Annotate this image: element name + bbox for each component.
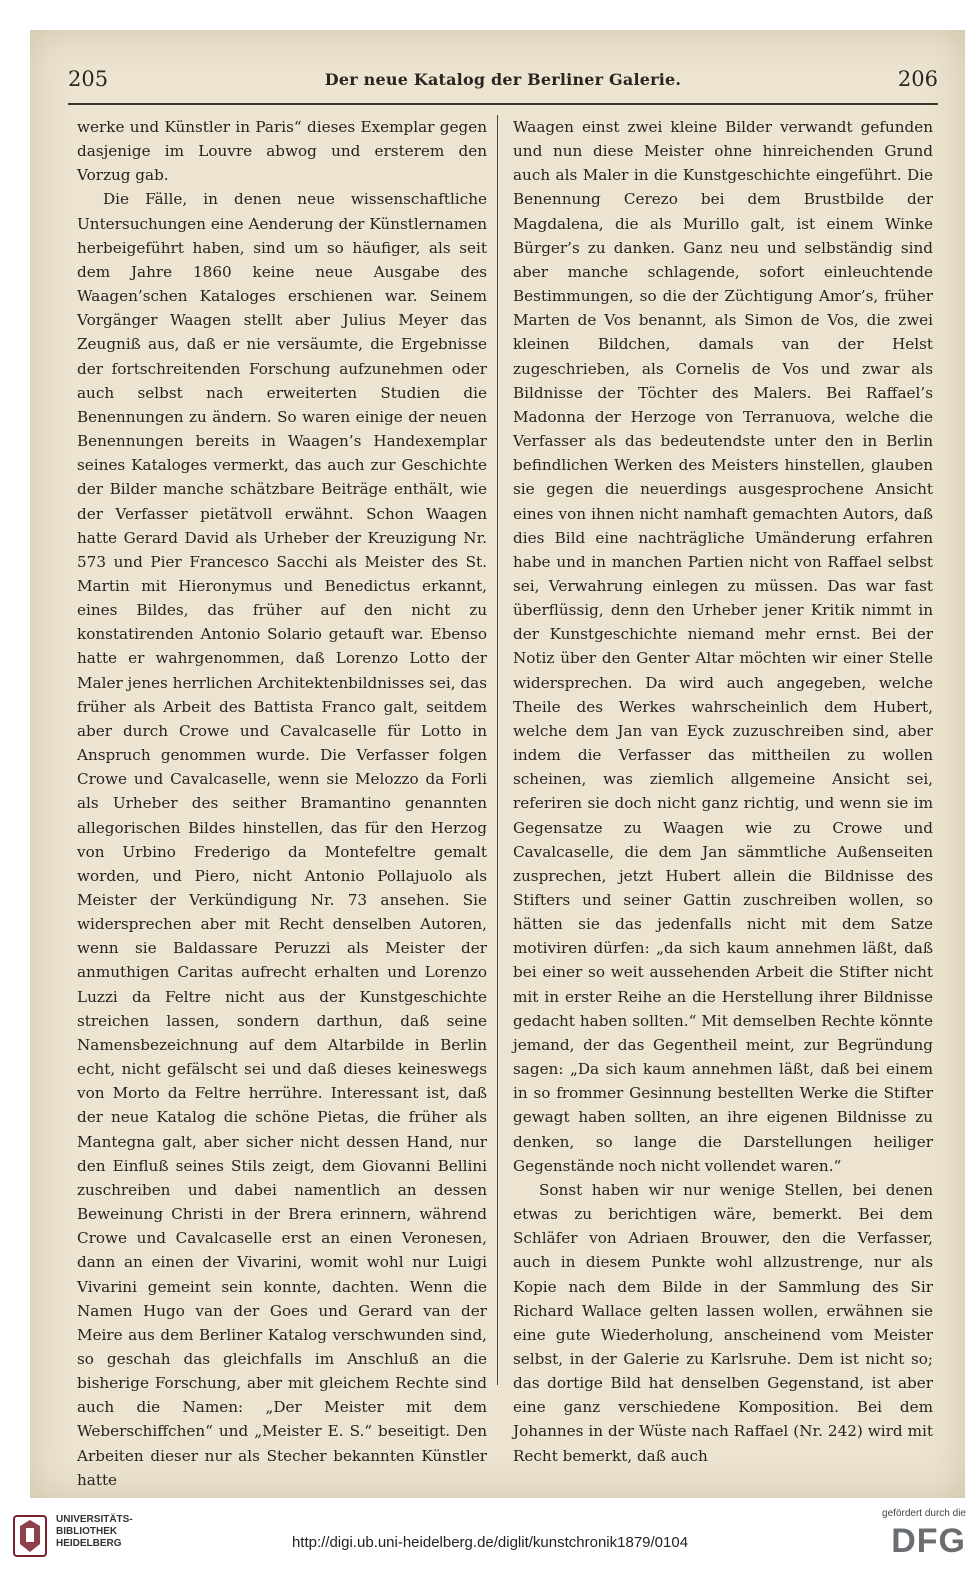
header-rule — [68, 103, 938, 105]
left-paragraph-2: Die Fälle, in denen neue wissenschaftliche Untersuchungen eine Aenderung der Künstlernamen herbeigeführt haben, sind um so häufiger, als seit dem Jahre 1860 keine neue Ausgabe des Waagen’schen Kataloges erschienen war. Seinem Vorgänger Waagen stellt aber Julius Meyer das Zeugniß aus, daß er nie versäumte, die Ergebnisse der fortschreitenden Forschung aufzunehmen oder auch selbst nach erweiterten Studien die Benennungen zu ändern. So waren einige der neuen Benennungen bereits in Waagen’s Handexemplar seines Kataloges vermerkt, das auch zur Geschichte der Bilder manche schätzbare Beiträge enthält, wie der Verfasser pietätvoll erwähnt. Schon Waagen hatte Gerard David als Urheber der Kreuzigung Nr. 573 und Pier Francesco Sacchi als Meister des St. Martin mit Hieronymus und Benedictus erkannt, eines Bildes, das früher auf den nicht zu konstatirenden Antonio Solario getauft war. Ebenso hatte er wahrgenommen, daß Lorenzo Lotto der Maler jenes herrlichen Architektenbildnisses sei, das früher als Arbeit des Battista Franco galt, seitdem aber durch Crowe und Cavalcaselle für Lotto in Anspruch genommen wurde. Die Verfasser folgen Crowe und Cavalcaselle, wenn sie Melozzo da Forli als Urheber des seither Bramantino genannten allegorischen Bildes hinstellen, das für den Herzog von Urbino Frederigo da Montefeltre gemalt worden, und Piero, nicht Antonio Pollajuolo als Meister der Verkündigung Nr. 73 ansehen. Sie widersprechen aber mit Recht denselben Autoren, wenn sie Baldassare Peruzzi als Meister der anmuthigen Caritas aufrecht erhalten und Lorenzo Luzzi da Feltre nicht aus der Kunstgeschichte streichen lassen, sondern darthun, daß seine Namensbezeichnung auf dem Altarbilde in Berlin echt, nicht gefälscht sei und daß dieses keineswegs von Morto da Feltre herrühre. Interessant ist, daß der neue Katalog die schöne Pietas, die früher als Mantegna galt, aber sicher nicht dessen Hand, nur den Einfluß seines Stils zeigt, dem Giovanni Bellini zuschreiben und dabei namentlich an dessen Beweinung Christi in der Brera erinnern, während Crowe und Cavalcaselle erst an einen Veronesen, dann an einen der Vivarini, womit wohl nur Luigi Vivarini gemeint sein konnte, dachten. Wenn die Namen Hugo van der Goes und Gerard van der Meire aus dem Berliner Katalog verschwunden sind, so geschah das gleichfalls im Anschluß an die bisherige Forschung, aber mit gleichem Rechte sind auch die Namen: „Der Meister mit dem Weberschiffchen“ und „Meister E. S.“ beseitigt. Den Arbeiten dieser nur als Stecher bekannten Künstler hatte — [77, 190, 487, 1489]
column-divider — [497, 115, 498, 1385]
page-header — [68, 62, 938, 102]
running-title: Der neue Katalog der Berliner Galerie. — [324, 70, 682, 89]
library-name-line-2: BIBLIOTHEK — [56, 1526, 118, 1537]
right-paragraph-2: Sonst haben wir nur wenige Stellen, bei denen etwas zu berichtigen wäre, bemerkt. Bei dem Schläfer von Adriaen Brouwer, den die Verfasser, auch in diesem Punkte wohl allzustrenge, nur als Kopie nach dem Bilde in der Sammlung des Sir Richard Wallace gelten lassen wollen, erwähnen sie eine gute Wiederholung, anscheinend vom Meister selbst, in der Galerie zu Karlsruhe. Dem ist nicht so; das dortige Bild hat denselben Gegenstand, ist aber eine ganz verschiedene Komposition. Bei dem Johannes in der Wüste nach Raffael (Nr. 242) wird mit Recht bemerkt, daß auch — [513, 1180, 933, 1465]
library-name-line-1: UNIVERSITÄTS- — [56, 1514, 133, 1525]
page-number-right: 206 — [897, 67, 938, 91]
dfg-logo: DFG — [891, 1522, 966, 1560]
footer-bar — [0, 1500, 980, 1570]
funding-caption: gefördert durch die — [882, 1508, 966, 1519]
left-column — [77, 115, 487, 1489]
library-name-line-3: HEIDELBERG — [56, 1538, 122, 1549]
left-paragraph-1: werke und Künstler in Paris“ dieses Exemplar gegen dasjenige im Louvre abwog und ersterem den Vorzug gab. — [77, 118, 487, 185]
source-url-link[interactable]: http://digi.ub.uni-heidelberg.de/diglit/kunstchronik1879/0104 — [291, 1534, 689, 1551]
right-paragraph-1: Waagen einst zwei kleine Bilder verwandt gefunden und nun diese Meister ohne hinreichenden Grund auch als Maler in die Kunstgeschichte eingeführt. Die Benennung Cerezo bei dem Brustbilde der Magdalena, die als Murillo galt, ist einem Winke Bürger’s zu danken. Ganz neu und selbständig sind aber manche schlagende, sofort einleuchtende Bestimmungen, so die der Züchtigung Amor’s, früher Marten de Vos benannt, als Simon de Vos, die zwei kleinen Bildchen, damals van der Helst zugeschrieben, als Cornelis de Vos und zwar als Bildnisse der Töchter des Malers. Bei Raffael’s Madonna der Herzoge von Terranuova, welche die Verfasser als das bedeutendste unter den in Berlin befindlichen Werken des Meisters hinstellen, glauben sie gegen die neuerdings ausgesprochene Ansicht eines von ihnen nicht namhaft gemachten Autors, daß dies Bild eine nachträgliche Umänderung erfahren habe und in manchen Partien nicht von Raffael selbst sei, Verwahrung einlegen zu müssen. Das war fast überflüssig, denn den Urheber jener Kritik nimmt in der Kunstgeschichte niemand mehr ernst. Bei der Notiz über den Genter Altar möchten wir einer Stelle widersprechen. Da wird auch angegeben, welche Theile des Werkes wahrscheinlich dem Hubert, welche dem Jan van Eyck zuzuschreiben sind, aber indem die Verfasser das mittheilen zu wollen scheinen, was ziemlich allgemeine Ansicht sei, referiren sie doch nicht ganz richtig, und wenn sie im Gegensatze zu Waagen wie zu Crowe und Cavalcaselle, die dem Jan sämmtliche Außenseiten zusprechen, jetzt Hubert allein die Bildnisse des Stifters und seiner Gattin zuschreiben wollen, so hätten sie das jedenfalls nicht mit dem Satze motiviren dürfen: „da sich kaum annehmen läßt, daß bei einer so weit aussehenden Arbeit die Stifter nicht mit in erster Reihe an die Herstellung ihrer Bildnisse gedacht haben sollten.“ Mit demselben Rechte könnte jemand, der das Gegentheil meint, zur Begründung sagen: „Da sich kaum annehmen läßt, daß bei einem in so frommer Gesinnung bestellten Werke die Stifter gewagt haben sollten, an ihre eigenen Bildnisse zu denken, so lange die Darstellungen heiliger Gegenstände noch nicht vollendet waren.“ — [513, 118, 933, 1175]
right-column — [513, 115, 933, 1465]
page-number-left: 205 — [68, 67, 109, 91]
